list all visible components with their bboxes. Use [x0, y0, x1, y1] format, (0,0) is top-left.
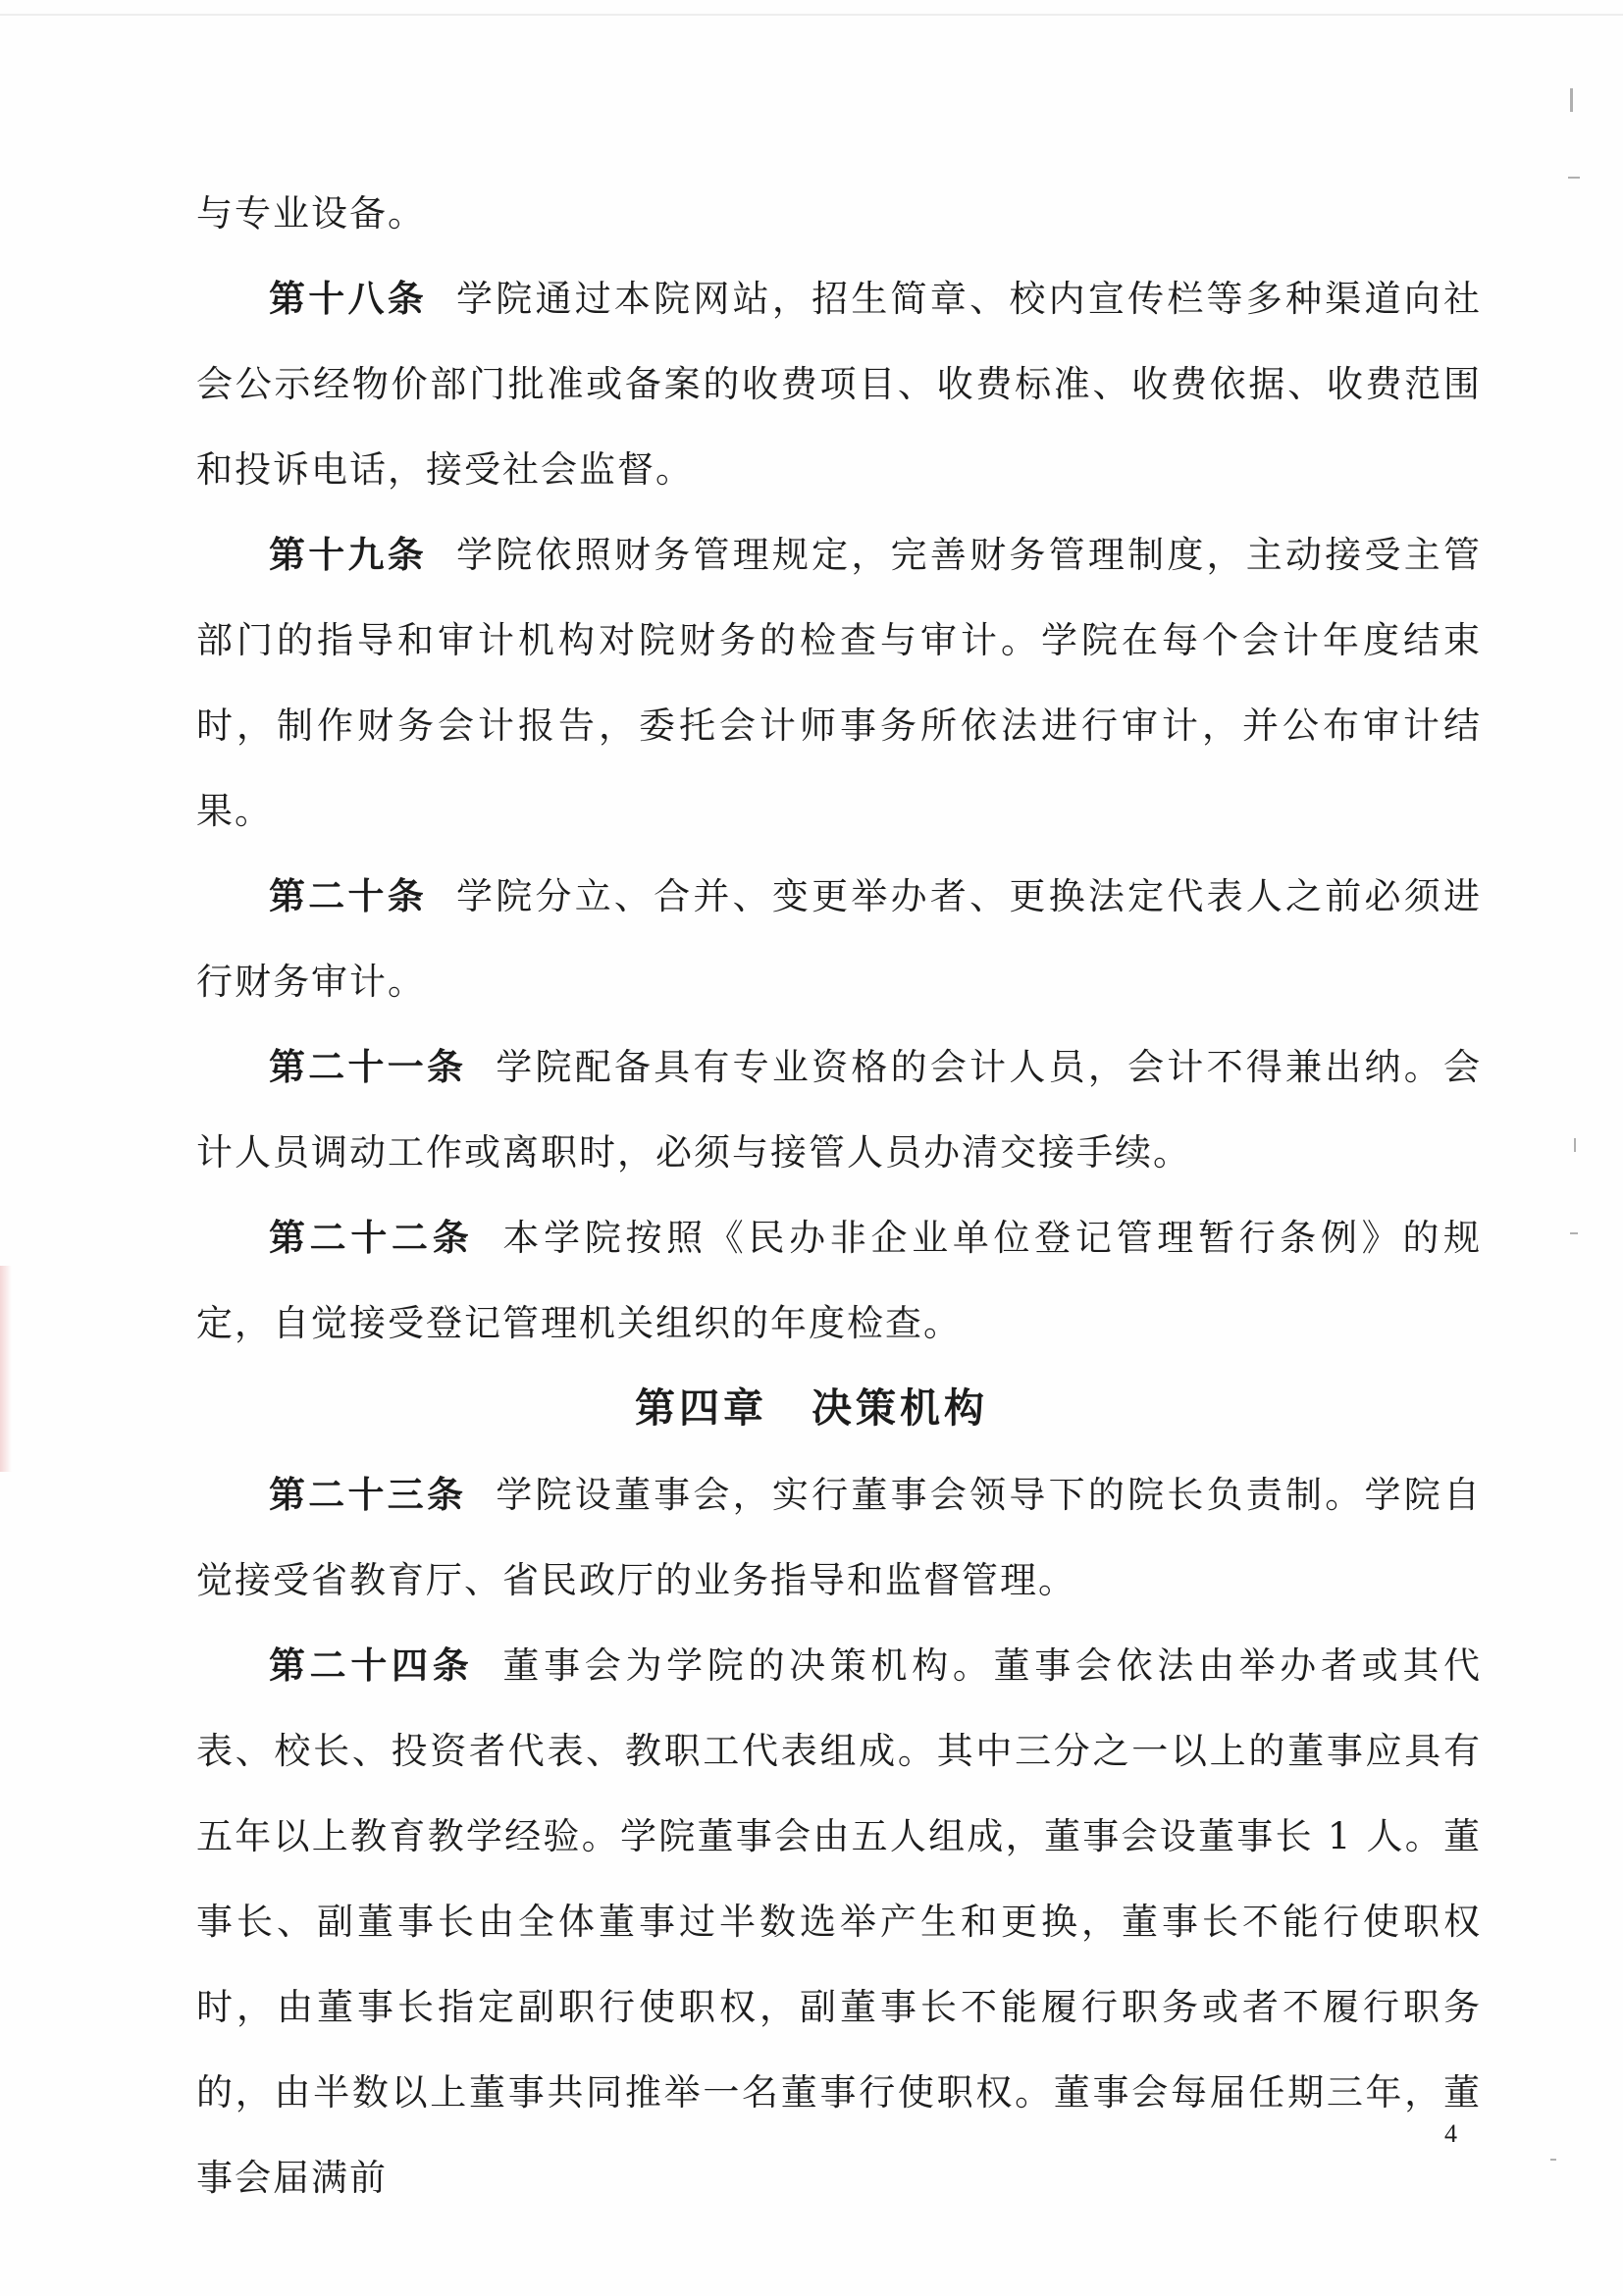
scan-speck — [1568, 177, 1580, 179]
article-heading: 第二十一条 — [269, 1045, 467, 1088]
scan-speck — [1574, 1138, 1576, 1152]
section-financial-articles — [196, 171, 1482, 1366]
article-18 — [196, 256, 1482, 512]
article-body: 学院设董事会，实行董事会领导下的院长负责制。学院自觉接受省教育厅、省民政厅的业务指导和监督管理。 — [196, 1474, 1483, 1601]
article-20 — [196, 854, 1482, 1024]
article-heading: 第十八条 — [269, 277, 427, 320]
article-body: 学院分立、合并、变更举办者、更换法定代表人之前必须进行财务审计。 — [196, 875, 1483, 1003]
article-heading: 第二十二条 — [269, 1216, 474, 1259]
scan-speck — [1570, 88, 1573, 112]
section-decision-articles — [196, 1452, 1482, 2220]
article-22 — [196, 1195, 1482, 1366]
article-body: 董事会为学院的决策机构。董事会依法由举办者或其代表、校长、投资者代表、教职工代表组成。其中三分之一以上的董事应具有五年以上教育教学经验。学院董事会由五人组成，董事会设董事长 1 人。董事长、副董事长由全体董事过半数选举产生和更换，董事长不能行使职权时，由董事长指定副职行使职权，副董事长不能履行职务或者不履行职务的，由半数以上董事共同推举一名董事行使职权。董事会每届任期三年，董事会届满前 — [196, 1644, 1483, 2199]
chapter-title: 第四章 决策机构 — [635, 1384, 988, 1432]
article-21 — [196, 1024, 1482, 1195]
scan-speck — [1550, 2159, 1556, 2161]
article-heading: 第二十条 — [269, 874, 427, 917]
article-heading: 第二十四条 — [269, 1644, 474, 1687]
article-body: 本学院按照《民办非企业单位登记管理暂行条例》的规定，自觉接受登记管理机关组织的年度检查。 — [196, 1217, 1483, 1344]
article-23 — [196, 1452, 1482, 1623]
article-19 — [196, 512, 1482, 854]
article-heading: 第十九条 — [269, 533, 427, 576]
article-body: 学院依照财务管理规定，完善财务管理制度，主动接受主管部门的指导和审计机构对院财务的检查与审计。学院在每个会计年度结束时，制作财务会计报告，委托会计师事务所依法进行审计，并公布审计结果。 — [196, 534, 1483, 832]
article-24 — [196, 1623, 1482, 2220]
scan-speck — [1570, 1232, 1578, 1234]
scan-edge-line — [0, 14, 1623, 16]
scan-edge-shadow — [0, 1266, 12, 1472]
article-body: 学院通过本院网站，招生简章、校内宣传栏等多种渠道向社会公示经物价部门批准或备案的收费项目、收费标准、收费依据、收费范围和投诉电话，接受社会监督。 — [196, 278, 1483, 491]
page-number: 4 — [1444, 2119, 1457, 2148]
article-heading: 第二十三条 — [269, 1473, 467, 1516]
continuation-paragraph: 与专业设备。 — [196, 192, 426, 235]
article-body: 学院配备具有专业资格的会计人员，会计不得兼出纳。会计人员调动工作或离职时，必须与接管人员办清交接手续。 — [196, 1046, 1483, 1174]
